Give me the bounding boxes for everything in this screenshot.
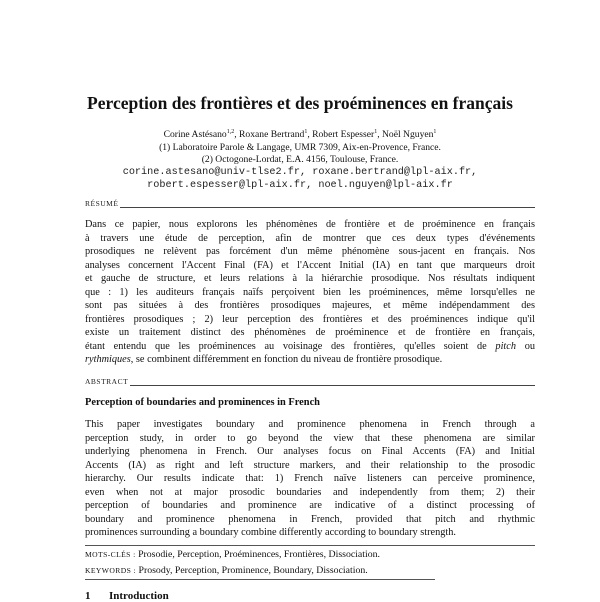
author-affiliation: 1,2 <box>226 128 235 135</box>
section-heading <box>85 590 169 602</box>
abstract-line: This paper investigates boundary and prominence phenomena in French through a <box>85 419 535 430</box>
resume-line: frontières prosodiques ; 2) leur perception des frontières et des proéminences indique qu'il <box>85 313 535 325</box>
author-name: Noël Nguyen <box>382 129 434 140</box>
resume-line: que : 1) les auditeurs français naïfs perçoivent bien les proéminences, même lorsqu'elles ne <box>85 286 535 298</box>
author-name: Robert Espesser <box>312 129 375 140</box>
author-list: Corine Astésano$^{1,2}$, Roxane Bertrand$^1$, Robert Espesser$^1$, Noël Nguyen$^1$ <box>163 128 437 140</box>
motscles-text: Prosodie, Perception, Proéminences, Frontières, Dissociation. <box>138 549 380 560</box>
keywords-text: Prosody, Perception, Prominence, Boundary, Dissociation. <box>138 565 368 576</box>
resume-line: existe un traitement distinct des phénomènes de proéminence et de frontière en français, <box>85 327 535 338</box>
abstract-line: prominences surrounding a boundary combine differently according to boundary strength. <box>85 527 456 538</box>
motscles-label: MOTS-CLÉS : <box>85 550 136 559</box>
author-block <box>0 129 600 167</box>
author-affiliation: 1 <box>433 128 437 135</box>
abstract-heading <box>85 377 535 389</box>
author-affiliation: 1 <box>374 128 378 135</box>
author-affiliation: 1 <box>304 128 308 135</box>
resume-rule <box>85 207 535 208</box>
abstract-line: boundary and prominence phenomena in French, provided that pitch and rhythmic <box>85 513 535 525</box>
resume-heading <box>85 199 535 211</box>
resume-text: étant entendu que les proéminences au voisinage des frontières, qu'elles soient de <box>85 340 496 352</box>
motscles-line <box>85 549 535 562</box>
resume-line: à travers une étude de perception, afin de montrer que ces deux types d'événements <box>85 232 535 244</box>
keywords-bottom-rule <box>85 579 435 580</box>
abstract-label: ABSTRACT <box>85 377 129 386</box>
abstract-rule <box>85 385 535 386</box>
resume-line: prosodiques ne relèvent pas forcément d'un même phénomène sous-jacent en français. Nos <box>85 246 535 257</box>
section-title: Introduction <box>109 590 169 602</box>
resume-line: et gauche de structure, et leurs relations à la hiérarchie prosodique. Nos résultats indiquent <box>85 273 535 284</box>
resume-line: analyses concernent l'Accent Final (FA) et l'Accent Initial (IA) en tant que marqueurs droit <box>85 259 535 271</box>
affiliation-1: (1) Laboratoire Parole & Langage, UMR 7309, Aix-en-Provence, France. <box>159 141 441 153</box>
resume-italic: rythmiques <box>85 354 131 365</box>
english-title: Perception of boundaries and prominences in French <box>85 397 320 408</box>
email-line: robert.espesser@lpl-aix.fr, noel.nguyen@lpl-aix.fr <box>147 179 453 191</box>
keywords-label: KEYWORDS : <box>85 566 137 575</box>
abstract-line: perception of boundaries and prominence are indicative of a distinct processing of <box>85 500 535 511</box>
resume-text: , se combinent différemment en fonction du niveau de frontière prosodique. <box>130 354 443 365</box>
abstract-paragraph <box>85 418 535 540</box>
resume-text: ou <box>524 340 535 352</box>
email-line: corine.astesano@univ-tlse2.fr, roxane.bertrand@lpl-aix.fr, <box>122 167 478 178</box>
abstract-line: underlying phenomena in French. Our analyses focus on Final Accents (FA) and Initial <box>85 446 535 457</box>
abstract-line: Accents (IA) as right and left structure markers, and their relationship to the prosodic <box>85 459 535 471</box>
keywords-top-rule <box>85 545 535 546</box>
abstract-line: perception study, in order to go beyond the view that these phenomena are similar <box>85 432 535 444</box>
author-name: Roxane Bertrand <box>239 129 305 140</box>
keywords-line <box>85 565 535 578</box>
resume-label: RÉSUMÉ <box>85 199 119 208</box>
abstract-line: hierarchy. Our results indicate that: 1) French naïve listeners can perceive prominence, <box>85 473 535 484</box>
resume-line: sont pas situées à des frontières prosodiques majeures, et même indépendamment des <box>85 300 535 311</box>
section-number: 1 <box>85 590 91 602</box>
paper-title: Perception des frontières et des proéminences en français <box>87 93 513 113</box>
resume-line-mixed <box>85 353 535 367</box>
abstract-line: even when not at major prosodic boundaries and independently from them; 2) their <box>85 486 535 498</box>
resume-line-mixed <box>85 340 535 354</box>
resume-paragraph <box>85 218 535 367</box>
author-name: Corine Astésano <box>163 129 227 140</box>
affiliation-2: (2) Octogone-Lordat, E.A. 4156, Toulouse, France. <box>201 154 399 166</box>
email-block <box>0 167 600 192</box>
resume-italic: pitch <box>495 340 517 352</box>
resume-line: Dans ce papier, nous explorons les phénomènes de frontière et de proéminence en français <box>85 219 535 230</box>
